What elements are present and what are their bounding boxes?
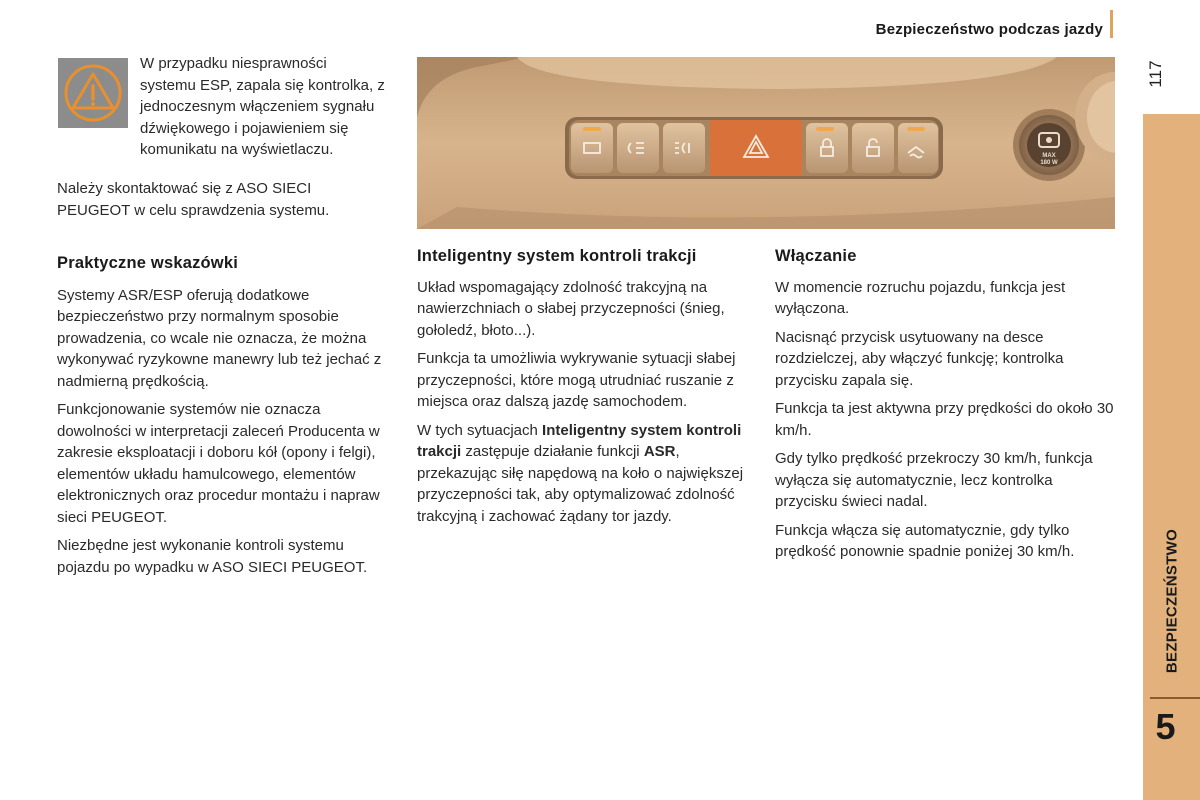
enable-paragraph-5: Funkcja włącza się automatycznie, gdy tylko prędkość ponownie spadnie poniżej 30 km/h. (775, 521, 1075, 560)
socket-label-watts: 180 W (1040, 160, 1058, 166)
chapter-tab-label (1143, 517, 1200, 685)
page-number: 117 (1146, 60, 1165, 88)
practical-paragraph-1: Systemy ASR/ESP oferują dodatkowe bezpieczeństwo przy normalnym sposobie prowadzenia, co wcale nie oznacza, że można wykonywać ryzykowne manewry lub też jechać z nadmierną prędkością. (57, 286, 382, 390)
traction-paragraph-1: Układ wspomagający zdolność trakcyjną na nawierzchniach o słabej przyczepności (śnieg, gołoledź, błoto...). (417, 278, 725, 339)
header-accent-bar (1110, 10, 1113, 38)
chapter-title: BEZPIECZEŃSTWO (1163, 528, 1180, 674)
warning-text (140, 53, 385, 168)
practical-paragraph-3: Niezbędne jest wykonanie kontroli systemu pojazdu po wypadku w ASO SIECI PEUGEOT. (57, 537, 368, 576)
enable-paragraph-4: Gdy tylko prędkość przekroczy 30 km/h, funkcja wyłącza się automatycznie, lecz kontrolka przycisku świeci nadal. (775, 450, 1093, 510)
button-row (571, 120, 938, 176)
warning-triangle-icon (58, 58, 128, 128)
dashboard-button-photo (417, 57, 1115, 229)
warning-advice-block (57, 178, 387, 228)
enable-paragraph-3: Funkcja ta jest aktywna przy prędkości do około 30 km/h. (775, 400, 1114, 439)
practical-paragraph-2: Funkcjonowanie systemów nie oznacza dowolności w interpretacji zaleceń Producenta w zakresie eksploatacji i doboru kół (opony i felgi), elementów układu hamulcowego, elementów elektronicznych oraz procedur montażu i napraw sieci PEUGEOT. (57, 401, 380, 526)
chapter-number: 5 (1155, 706, 1176, 747)
traction-section (417, 246, 747, 534)
warning-advice: Należy skontaktować się z ASO SIECI PEUGEOT w celu sprawdzenia systemu. (57, 180, 330, 219)
practical-heading: Praktyczne wskazówki (57, 254, 239, 272)
traction-paragraph-2: Funkcja ta umożliwia wykrywanie sytuacji słabej przyczepności, które mogą utrudniać ruszanie z miejsca oraz dalszą jazdę samochodem. (417, 350, 736, 410)
enable-heading: Włączanie (775, 247, 857, 265)
traction-emphasis-asr: ASR (643, 443, 676, 460)
traction-heading: Inteligentny system kontroli trakcji (417, 247, 697, 265)
chapter-tab-divider (1150, 697, 1200, 699)
traction-emphasis-system: Inteligentny system kontroli trakcji (417, 421, 742, 460)
practical-section (57, 253, 392, 585)
enable-paragraph-2: Nacisnąć przycisk usytuowany na desce rozdzielczej, aby włączyć funkcję; kontrolka przycisku zapala się. (775, 328, 1064, 389)
enable-section (775, 246, 1115, 570)
running-header: Bezpieczeństwo podczas jazdy (875, 21, 1103, 38)
warning-description: W przypadku niesprawności systemu ESP, zapala się kontrolka, z jednoczesnym włączeniem sygnału dźwiękowego i pojawieniem się komunikatu na wyświetlaczu. (140, 55, 385, 158)
enable-paragraph-1: W momencie rozruchu pojazdu, funkcja jest wyłączona. (775, 278, 1066, 317)
traction-paragraph-3: W tych sytuacjach Inteligentny system kontroli trakcji zastępuje działanie funkcji ASR, przekazując siłę napędową na koło o największej przyczepności tak, aby optymalizować zdolność trakcyjną i zachować żądany tor jazdy. (417, 421, 744, 525)
socket-label-max: MAX (1042, 153, 1056, 159)
